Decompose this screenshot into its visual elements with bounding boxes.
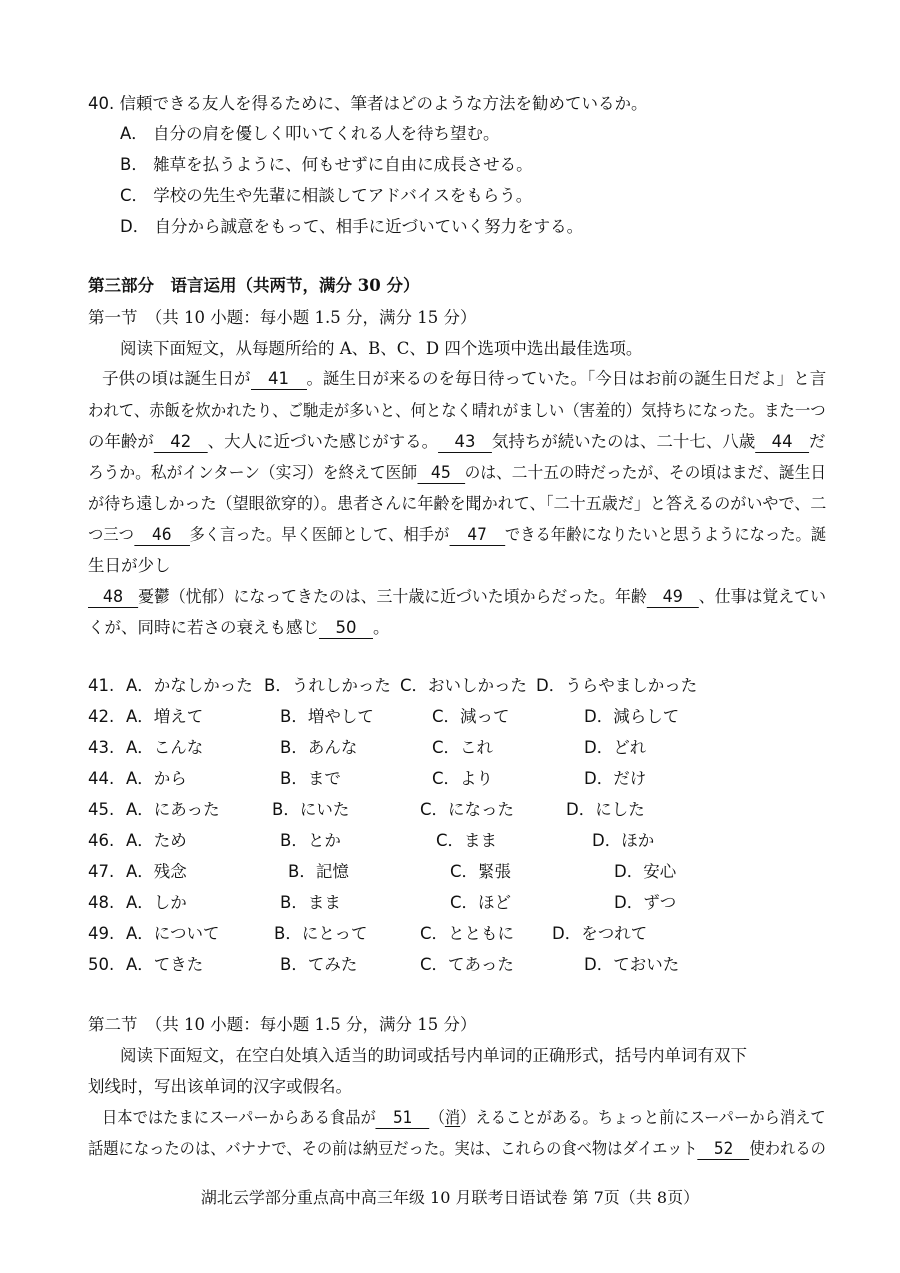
section1-heading: 第一节 （共 10 小题：每小题 1.5 分，满分 15 分） [88,308,477,327]
section2-instruction-line-1: 阅读下面短文，在空白处填入适当的助词或括号内单词的正确形式，括号内单词有双下 [120,1046,747,1065]
blank-49: 49 [647,587,699,608]
question-40-stem: 40. 信頼できる友人を得るために、筆者はどのような方法を勧めているか。 [88,94,648,113]
question-45: 45. A．にあった B．にいた C．になった D．にした [88,797,828,823]
question-47: 47. A．残念 B．記憶 C．緊張 D．安心 [88,859,828,885]
option-d: D．減らして [584,707,680,726]
passage-line-6: つ三つ 46 多く言った。早く医師として、相手が 47 できる年齢になりたいと思うようになった。誕 [88,525,827,544]
blank-44: 44 [755,432,809,453]
passage-line-9: くが、同時に若さの衰えも感じ 50 。 [88,618,390,637]
option-c: C．これ [432,738,494,757]
option-d: D．安心 [614,862,677,881]
option-a: A．について [126,924,220,943]
blank-42: 42 [154,432,208,453]
option-b: B．てみた [280,955,358,974]
blank-41: 41 [251,369,307,390]
option-a: A．残念 [126,862,187,881]
passage-line-3: の年齢が 42 、大人に近づいた感じがする。 43 気持ちが続いたのは、二十七、八歳 44 だ [88,432,826,451]
question-41: 41. A．かなしかった B．うれしかった C．おいしかった D．うらやましかった [88,673,828,699]
option-d: D．だけ [584,769,647,788]
blank-43: 43 [438,432,492,453]
option-a: A．しか [126,893,187,912]
passage-line-5: が待ち遠しかった（望眼欲穿的）。患者さんに年齢を聞かれて、「二十五歳だ」と答えるのがいやで、二 [88,494,827,513]
blank-45: 45 [417,463,465,484]
part3-heading: 第三部分 语言运用（共两节，满分 30 分） [88,276,420,295]
option-a: A．ため [126,831,187,850]
passage-line-7: 生日が少し [88,556,171,575]
option-a: A．増えて [126,707,204,726]
blank-47: 47 [449,525,505,546]
question-40-option-c: C． 学校の先生や先輩に相談してアドバイスをもらう。 [120,186,533,205]
option-b: B．にいた [272,800,350,819]
option-b: B．あんな [280,738,358,757]
section2-instruction-line-2: 划线时，写出该单词的汉字或假名。 [88,1077,352,1096]
passage2-line-1: 日本ではたまにスーパーからある食品が 51 （消）えることがある。ちょっと前にスーパーから消えて [102,1108,826,1127]
page-footer: 湖北云学部分重点高中高三年级 10 月联考日语试卷 第 7页（共 8页） [200,1188,700,1207]
question-48: 48. A．しか B．まま C．ほど D．ずつ [88,890,828,916]
option-c: C．になった [420,800,515,819]
option-c: C．ほど [450,893,512,912]
option-b: B．記憶 [288,862,349,881]
option-b: B．うれしかった [264,676,391,695]
question-46: 46. A．ため B．とか C．まま D．ほか [88,828,828,854]
option-b: B．にとって [274,924,368,943]
question-44: 44. A．から B．まで C．より D．だけ [88,766,828,792]
question-list [88,673,828,981]
question-40-option-a: A． 自分の肩を優しく叩いてくれる人を待ち望む。 [120,124,500,143]
option-d: D．ずつ [614,893,677,912]
option-a: A．てきた [126,955,204,974]
passage-line-4: ろうか。私がインターン（实习）を終えて医師 45 のは、二十五の時だったが、その頃はまだ、誕生日 [88,463,827,482]
blank-51: 51 [376,1108,430,1129]
option-a: A．こんな [126,738,204,757]
question-40-option-b: B． 雑草を払うように、何もせずに自由に成長させる。 [120,155,533,174]
option-c: C．減って [432,707,510,726]
option-d: D．どれ [584,738,647,757]
option-c: C．より [432,769,494,788]
blank-48: 48 [88,587,138,608]
option-a: A．にあった [126,800,220,819]
option-b: B．とか [280,831,341,850]
question-43: 43. A．こんな B．あんな C．これ D．どれ [88,735,828,761]
option-d: D．ほか [592,831,655,850]
question-42: 42. A．増えて B．増やして C．減って D．減らして [88,704,828,730]
option-b: B．まで [280,769,341,788]
passage-line-1: 子供の頃は誕生日が 41 。誕生日が来るのを毎日待っていた。「今日はお前の誕生日だよ」と言 [102,369,827,388]
section1-instruction: 阅读下面短文，从每题所给的 A、B、C、D 四个选项中选出最佳选项。 [120,339,643,358]
option-d: D．にした [566,800,645,819]
section2-heading: 第二节 （共 10 小题：每小题 1.5 分，满分 15 分） [88,1015,477,1034]
option-d: D．をつれて [552,924,648,943]
option-a: A．かなしかった [126,676,253,695]
passage-line-2: われて、赤飯を炊かれたり、ご馳走が多いと、何となく晴れがましい（害羞的）気持ちになった。また一つ [88,401,826,420]
passage2-line-2: 話題になったのは、バナナで、その前は納豆だった。実は、これらの食べ物はダイエット 52 使われるの [88,1139,826,1158]
question-40-option-d: D． 自分から誠意をもって、相手に近づいていく努力をする。 [120,217,584,236]
option-d: D．ておいた [584,955,680,974]
option-c: C．とともに [420,924,515,943]
question-50: 50. A．てきた B．てみた C．てあった D．ておいた [88,952,828,978]
option-c: C．まま [436,831,498,850]
option-c: C．てあった [420,955,514,974]
question-49: 49. A．について B．にとって C．とともに D．をつれて [88,921,828,947]
passage-line-8: 48 憂鬱（忧郁）になってきたのは、三十歳に近づいた頃からだった。年齢 49 、仕事は覚えてい [88,585,826,609]
blank-52: 52 [698,1139,750,1160]
blank-50: 50 [319,618,373,639]
option-c: C．おいしかった [400,676,528,695]
underlined-word: 消 [444,1108,461,1127]
blank-46: 46 [134,525,190,546]
option-a: A．から [126,769,187,788]
option-b: B．まま [280,893,341,912]
option-d: D．うらやましかった [536,676,698,695]
option-c: C．緊張 [450,862,512,881]
option-b: B．増やして [280,707,374,726]
